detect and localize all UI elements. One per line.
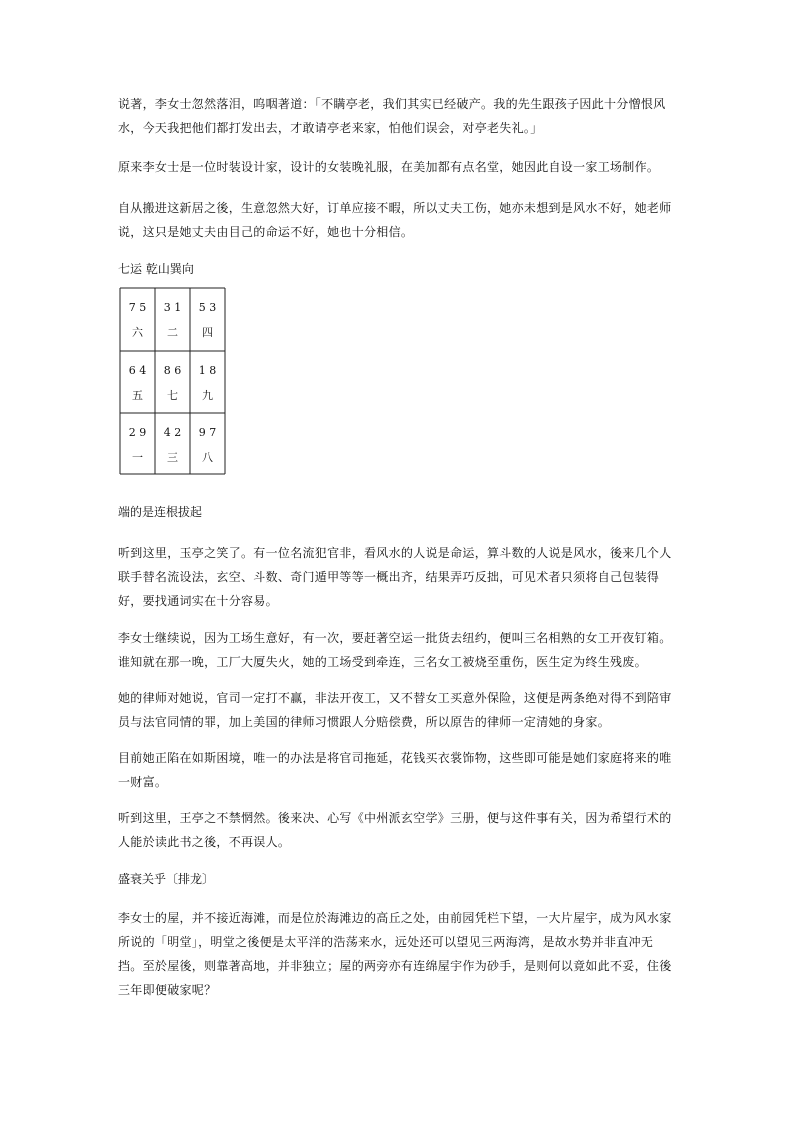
base-number-r0c0: 六	[132, 326, 143, 339]
star-pair-r0c1: 3 1	[163, 301, 182, 314]
star-pair-r1c1: 8 6	[163, 364, 182, 377]
paragraph-3: 自从搬进这新居之後，生意忽然大好，订单应接不暇，所以丈夫工伤，她亦未想到是风水不好，她老师说，这只是她丈夫由目己的命运不好，她也十分相信。	[118, 201, 672, 239]
paragraph-5: 听到这里，玉亭之笑了。有一位名流犯官非，看风水的人说是命运，算斗数的人说是风水，後来几个人联手替名流设法，玄空、斗数、奇门遁甲等等一概出齐，结果弄巧反拙，可见术者只须将自己包装得好，要找通词实在十分容易。	[118, 546, 672, 608]
star-pair-r0c0: 7 5	[128, 301, 147, 314]
star-pair-r1c0: 6 4	[128, 364, 147, 377]
chart-heading: 七运 乾山巽向	[118, 262, 194, 276]
base-number-r0c2: 四	[202, 326, 213, 339]
paragraph-10: 李女士的屋，并不接近海滩，而是位於海滩边的高丘之处，由前园凭栏下望，一大片屋宇，成为风水家所说的「明堂」，明堂之後便是太平洋的浩荡来水，远处还可以望见三两海湾，是故水势并非直冲无挡。至於屋後，则靠著高地，并非独立；屋的两旁亦有连绵屋宇作为砂手，是则何以竟如此不妥，住後三年即便破家呢？	[118, 911, 672, 997]
base-number-r2c2: 八	[202, 451, 213, 464]
star-pair-r2c2: 9 7	[198, 426, 217, 439]
base-number-r1c2: 九	[202, 389, 213, 402]
base-number-r2c0: 一	[132, 451, 143, 464]
star-pair-r1c2: 1 8	[198, 364, 217, 377]
paragraph-9: 听到这里，王亭之不禁惘然。後来决、心写《中州派玄空学》三册，便与这件事有关，因为希望行术的人能於读此书之後，不再误人。	[118, 811, 672, 849]
flying-star-chart	[118, 282, 228, 482]
base-number-r1c1: 七	[167, 389, 178, 402]
paragraph-7: 她的律师对她说，官司一定打不赢，非法开夜工，又不替女工买意外保险，这便是两条绝对得不到陪审员与法官同情的罪，加上美国的律师习惯跟人分赔偿费，所以原告的律师一定清她的身家。	[118, 691, 672, 729]
paragraph-6: 李女士继续说，因为工场生意好，有一次，要赶著空运一批货去纽约，便叫三名相熟的女工开夜钉箱。谁知就在那一晚，工厂大厦失火，她的工场受到牵连，三名女工被烧至重伤，医生定为终生残废。	[118, 631, 672, 669]
star-pair-r2c0: 2 9	[128, 426, 147, 439]
base-number-r0c1: 二	[167, 326, 178, 339]
paragraph-2: 原来李女士是一位时装设计家，设计的女装晚礼服，在美加都有点名堂，她因此自设一家工场制作。	[118, 160, 660, 174]
paragraph-1: 说著，李女士忽然落泪，呜咽著道：「不瞒亭老，我们其实已经破产。我的先生跟孩子因此十分憎恨风水，今天我把他们都打发出去，才敢请亭老来家，怕他们误会，对亭老失礼。」	[118, 97, 666, 135]
star-pair-r2c1: 4 2	[163, 426, 182, 439]
paragraph-8: 目前她正陷在如斯困境，唯一的办法是将官司拖延，花钱买衣裳饰物，这些即可能是她们家庭将来的唯一财富。	[118, 751, 672, 789]
section-heading: 盛衰关乎〔排龙〕	[118, 872, 215, 886]
paragraph-4: 端的是连根拔起	[118, 505, 203, 519]
star-pair-r0c2: 5 3	[198, 301, 217, 314]
flying-star-grid	[118, 282, 228, 482]
base-number-r1c0: 五	[132, 389, 143, 402]
base-number-r2c1: 三	[167, 451, 178, 464]
